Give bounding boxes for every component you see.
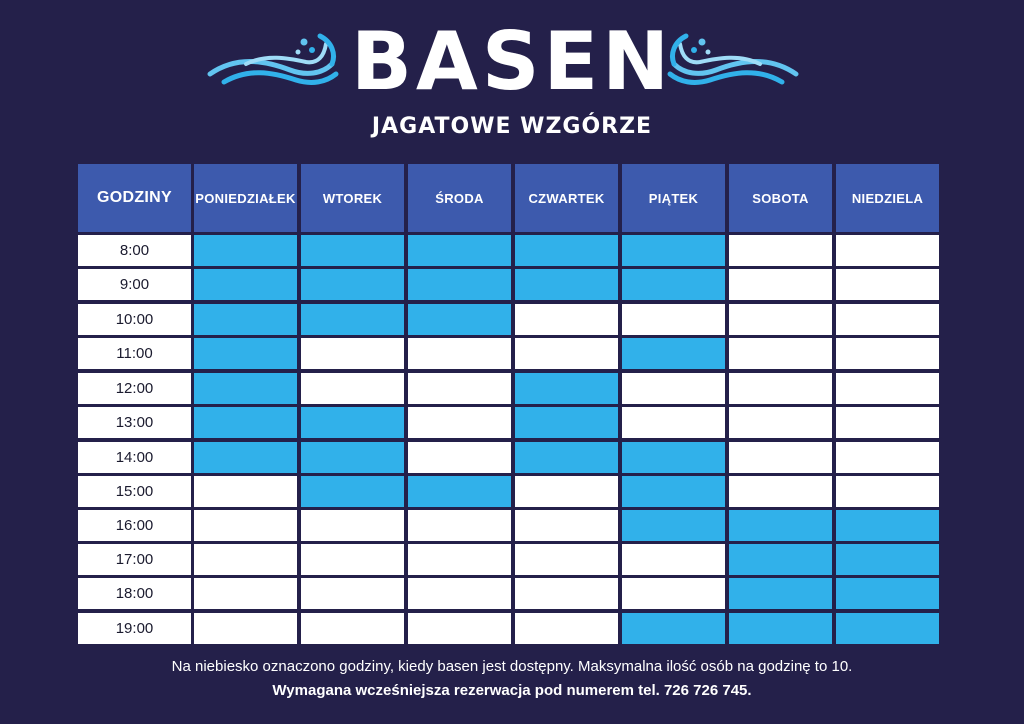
slot-unavailable	[836, 269, 939, 300]
time-cell: 8:00	[78, 235, 191, 266]
slot-unavailable	[515, 338, 618, 369]
slot-unavailable	[515, 544, 618, 575]
slot-available	[515, 442, 618, 473]
slot-unavailable	[408, 510, 511, 541]
slot-available	[729, 613, 832, 644]
slot-available	[301, 476, 404, 507]
time-cell: 19:00	[78, 613, 191, 644]
slot-unavailable	[729, 304, 832, 335]
slot-available	[301, 235, 404, 266]
slot-unavailable	[622, 578, 725, 609]
slot-unavailable	[515, 578, 618, 609]
slot-available	[622, 476, 725, 507]
slot-available	[515, 373, 618, 404]
slot-unavailable	[729, 269, 832, 300]
slot-unavailable	[408, 373, 511, 404]
slot-unavailable	[836, 338, 939, 369]
slot-available	[194, 407, 297, 438]
slot-unavailable	[729, 338, 832, 369]
slot-unavailable	[194, 613, 297, 644]
slot-available	[301, 304, 404, 335]
slot-unavailable	[622, 544, 725, 575]
slot-available	[836, 613, 939, 644]
slot-unavailable	[194, 476, 297, 507]
slot-unavailable	[301, 578, 404, 609]
reservation-note: Wymagana wcześniejsza rezerwacja pod numerem tel. 726 726 745.	[272, 682, 752, 699]
page-title: BASEN	[350, 15, 674, 108]
slot-unavailable	[836, 235, 939, 266]
slot-available	[836, 510, 939, 541]
slot-unavailable	[622, 373, 725, 404]
slot-unavailable	[301, 338, 404, 369]
header-day: PONIEDZIAŁEK	[194, 164, 297, 232]
slot-available	[729, 510, 832, 541]
slot-available	[301, 407, 404, 438]
slot-available	[622, 442, 725, 473]
slot-unavailable	[408, 338, 511, 369]
slot-available	[729, 578, 832, 609]
header-day: WTOREK	[301, 164, 404, 232]
slot-unavailable	[836, 442, 939, 473]
slot-available	[194, 373, 297, 404]
slot-available	[301, 442, 404, 473]
slot-unavailable	[836, 373, 939, 404]
slot-unavailable	[194, 510, 297, 541]
slot-available	[194, 338, 297, 369]
time-cell: 16:00	[78, 510, 191, 541]
header-hours: GODZINY	[78, 164, 191, 232]
slot-unavailable	[301, 613, 404, 644]
slot-available	[515, 269, 618, 300]
slot-unavailable	[408, 613, 511, 644]
time-cell: 17:00	[78, 544, 191, 575]
slot-available	[194, 304, 297, 335]
slot-unavailable	[301, 510, 404, 541]
time-cell: 13:00	[78, 407, 191, 438]
slot-unavailable	[836, 476, 939, 507]
slot-available	[622, 613, 725, 644]
slot-unavailable	[515, 613, 618, 644]
slot-available	[408, 304, 511, 335]
slot-unavailable	[729, 476, 832, 507]
slot-available	[622, 269, 725, 300]
slot-unavailable	[515, 510, 618, 541]
slot-unavailable	[729, 373, 832, 404]
slot-available	[515, 407, 618, 438]
slot-unavailable	[622, 304, 725, 335]
slot-unavailable	[729, 407, 832, 438]
slot-unavailable	[194, 578, 297, 609]
time-cell: 11:00	[78, 338, 191, 369]
time-cell: 18:00	[78, 578, 191, 609]
slot-available	[301, 269, 404, 300]
slot-available	[194, 269, 297, 300]
header-day: CZWARTEK	[515, 164, 618, 232]
slot-available	[194, 442, 297, 473]
time-cell: 15:00	[78, 476, 191, 507]
slot-available	[729, 544, 832, 575]
slot-available	[622, 235, 725, 266]
time-cell: 14:00	[78, 442, 191, 473]
slot-available	[408, 235, 511, 266]
header-day: PIĄTEK	[622, 164, 725, 232]
slot-available	[194, 235, 297, 266]
slot-unavailable	[408, 442, 511, 473]
slot-unavailable	[301, 544, 404, 575]
header-day: SOBOTA	[729, 164, 832, 232]
slot-unavailable	[729, 442, 832, 473]
page-subtitle: JAGATOWE WZGÓRZE	[371, 114, 653, 139]
slot-unavailable	[729, 235, 832, 266]
slot-available	[622, 338, 725, 369]
slot-unavailable	[836, 407, 939, 438]
slot-unavailable	[408, 578, 511, 609]
slot-unavailable	[301, 373, 404, 404]
slot-unavailable	[836, 304, 939, 335]
time-cell: 10:00	[78, 304, 191, 335]
slot-available	[515, 235, 618, 266]
slot-unavailable	[408, 407, 511, 438]
slot-unavailable	[194, 544, 297, 575]
slot-available	[836, 544, 939, 575]
slot-available	[408, 476, 511, 507]
slot-available	[408, 269, 511, 300]
slot-unavailable	[515, 304, 618, 335]
header-day: ŚRODA	[408, 164, 511, 232]
slot-available	[622, 510, 725, 541]
header-day: NIEDZIELA	[836, 164, 939, 232]
slot-unavailable	[622, 407, 725, 438]
slot-unavailable	[515, 476, 618, 507]
time-cell: 12:00	[78, 373, 191, 404]
slot-unavailable	[408, 544, 511, 575]
availability-note: Na niebiesko oznaczono godziny, kiedy basen jest dostępny. Maksymalna ilość osób na godzinę to 10.	[171, 658, 853, 675]
slot-available	[836, 578, 939, 609]
time-cell: 9:00	[78, 269, 191, 300]
